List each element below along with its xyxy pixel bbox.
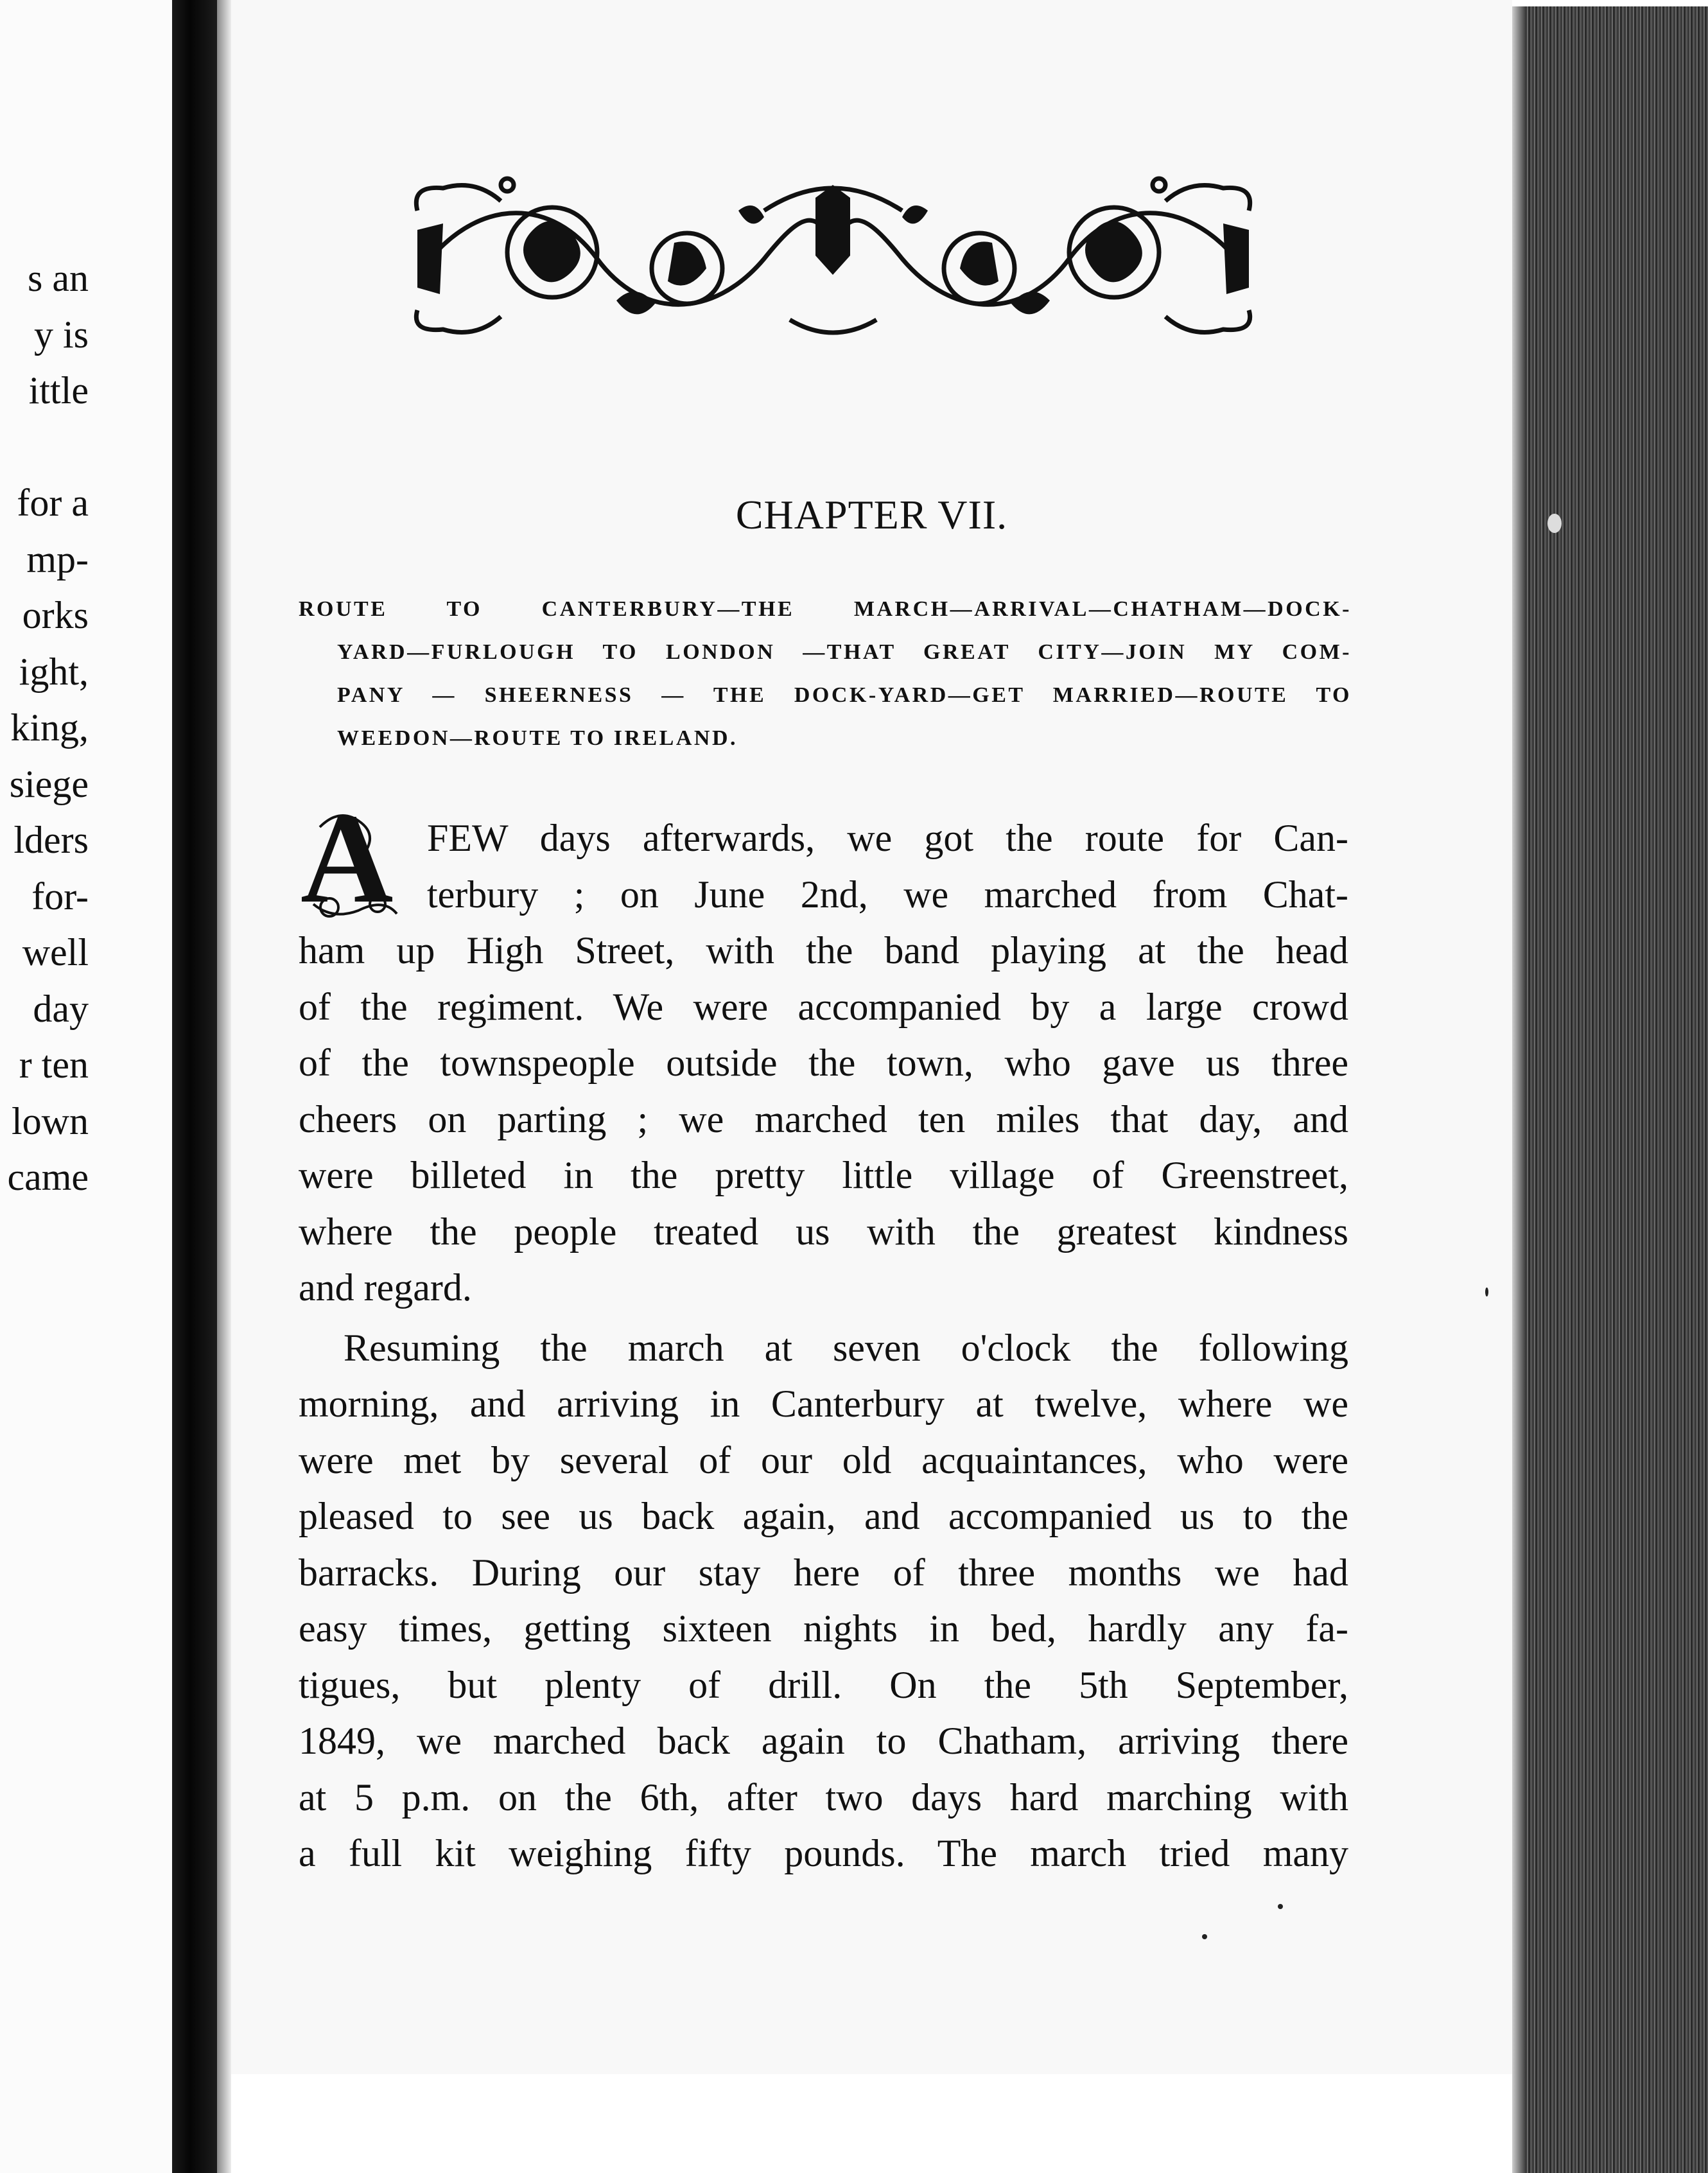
synopsis-line: WEEDON—ROUTE TO IRELAND.: [337, 726, 738, 750]
left-page-text: [7, 250, 89, 1206]
left-page-line: ittle: [28, 369, 89, 412]
left-page-line: for a: [17, 482, 89, 524]
text-line: where the people treated us with the greatest kindness: [299, 1210, 1348, 1253]
left-page-line: ight,: [19, 650, 89, 693]
text-line: 1849, we marched back again to Chatham, arriving there: [299, 1720, 1348, 1762]
scan-speck: [1485, 1287, 1488, 1296]
text-line: of the regiment. We were accompanied by a large crowd: [299, 985, 1348, 1028]
floral-ornament-headpiece: [405, 172, 1262, 345]
scan-speck: [1278, 1904, 1283, 1909]
text-line: and regard.: [299, 1266, 472, 1309]
text-line: pleased to see us back again, and accompanied us to the: [299, 1495, 1348, 1537]
left-page-line: lders: [13, 819, 89, 861]
text-line: ham up High Street, with the band playing at the head: [299, 929, 1348, 972]
text-line: terbury ; on June 2nd, we marched from Chat-: [427, 873, 1348, 916]
scan-speck: [1202, 1934, 1207, 1939]
chapter-title: CHAPTER VII.: [735, 492, 1008, 537]
left-page-line: well: [22, 931, 89, 973]
left-page-line: day: [33, 987, 89, 1030]
text-line: morning, and arriving in Canterbury at twelve, where we: [299, 1383, 1348, 1425]
left-page-line: lown: [12, 1099, 89, 1142]
text-line: easy times, getting sixteen nights in bed, hardly any fa-: [299, 1607, 1348, 1650]
left-page-line: siege: [9, 762, 89, 805]
left-facing-page: [0, 0, 172, 2173]
left-page-line: for-: [31, 875, 89, 918]
chapter-synopsis: [299, 588, 1352, 760]
gutter-shadow: [217, 0, 231, 2173]
synopsis-line: ROUTE TO CANTERBURY—THE MARCH—ARRIVAL—CHATHAM—DOCK-: [299, 597, 1352, 621]
left-page-line: [7, 419, 89, 476]
text-line: of the townspeople outside the town, who gave us three: [299, 1042, 1348, 1084]
drop-cap-letter: A: [301, 788, 394, 930]
left-page-line: r ten: [19, 1043, 89, 1086]
left-page-line: orks: [22, 594, 89, 636]
text-line: barracks. During our stay here of three months we had: [299, 1551, 1348, 1594]
synopsis-line: YARD—FURLOUGH TO LONDON —THAT GREAT CITY—JOIN MY COM-: [337, 640, 1352, 664]
body-text: [299, 810, 1348, 1882]
left-page-line: s an: [28, 257, 89, 299]
synopsis-line: PANY — SHEERNESS — THE DOCK-YARD—GET MARRIED—ROUTE TO: [337, 683, 1352, 707]
text-line: were billeted in the pretty little village of Greenstreet,: [299, 1154, 1348, 1196]
scan-speck: [1547, 514, 1562, 533]
left-page-line: mp-: [26, 537, 89, 580]
page-edge-shade: [1512, 6, 1525, 2173]
text-line: were met by several of our old acquaintances, who were: [299, 1438, 1348, 1481]
text-line: a full kit weighing fifty pounds. The march tried many: [299, 1832, 1348, 1874]
left-page-line: came: [7, 1156, 89, 1198]
book-gutter: [172, 0, 217, 2173]
text-line: FEW days afterwards, we got the route for Can-: [427, 817, 1348, 859]
page-block-edges: [1525, 6, 1708, 2173]
left-page-line: y is: [33, 313, 89, 356]
left-page-line: king,: [10, 706, 89, 749]
text-line: Resuming the march at seven o'clock the following: [344, 1326, 1348, 1369]
text-line: cheers on parting ; we marched ten miles that day, and: [299, 1097, 1348, 1140]
text-line: at 5 p.m. on the 6th, after two days hard marching with: [299, 1776, 1348, 1819]
text-line: tigues, but plenty of drill. On the 5th September,: [299, 1663, 1348, 1706]
